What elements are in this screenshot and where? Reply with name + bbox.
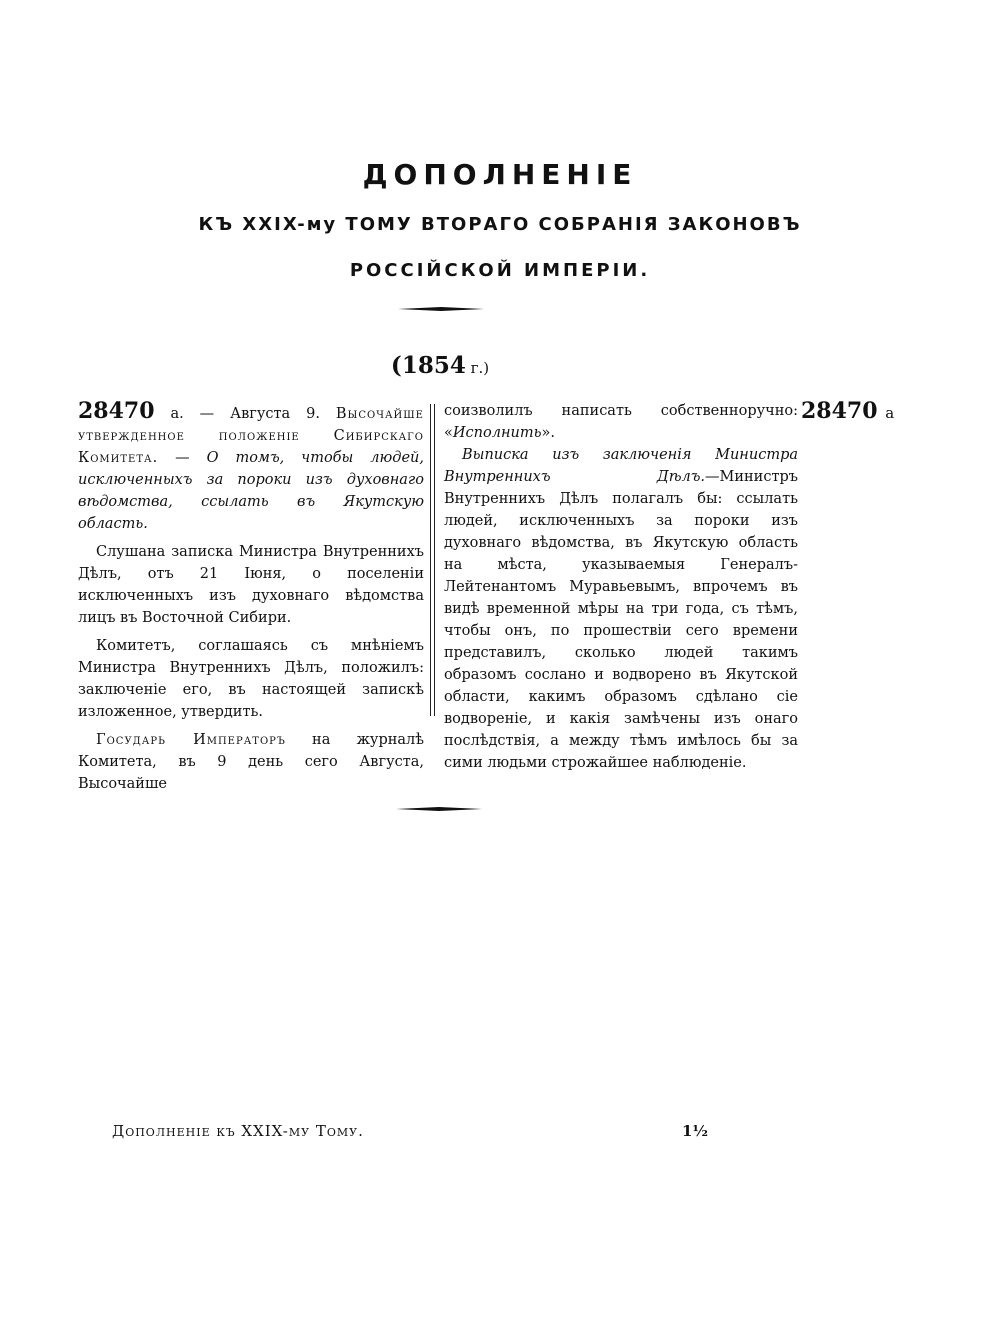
year-heading: [0, 352, 880, 379]
column-divider: [430, 404, 435, 716]
entry-separator: —: [158, 450, 207, 466]
entry-heading-paragraph: [78, 400, 424, 535]
footer-signature: Дополненiе къ XXIX-му Тому.: [112, 1122, 364, 1140]
year-number: 1854: [401, 352, 466, 379]
right-paragraph-2-text: —Министръ Внутреннихъ Дѣлъ полагалъ бы: ссылать людей, исключенныхъ за пороки изъ духовнаго вѣдомства, въ Якутскую область на мѣста, указываемыя Генералъ-Лейтенантомъ Муравьевымъ, впрочемъ въ видѣ временной мѣры на три года, съ тѣмъ, чтобы онъ, по прошествiи сего времени представилъ, сколько людей такимъ образомъ сослано и водворено въ Якутской области, какимъ образомъ сдѣлано сiе водворенiе, и какiя замѣчены изъ онаго послѣдствiя, а между тѣмъ имѣлось бы за сими людьми строжайшее наблюденiе.: [444, 469, 798, 771]
footer-sheet-number: 1½: [682, 1122, 709, 1140]
left-paragraph-3-text: на журналѣ Комитета, въ 9 день сего Августа, Высочайше: [78, 732, 424, 792]
emperor-title: Государь Императоръ: [96, 732, 286, 748]
margin-entry-number: [801, 398, 894, 424]
entry-letter: а.: [170, 406, 184, 422]
margin-number: 28470: [801, 398, 878, 424]
extract-title: Выписка изъ заключенiя Министра Внутреннихъ Дѣлъ.: [444, 447, 798, 485]
entry-subject: О томъ, чтобы людей, исключенныхъ за пороки изъ духовнаго вѣдомства, ссылать въ Якутскую область.: [78, 450, 424, 532]
entry-authority: Высочайше утвержденное положенiе Сибирскаго Комитета.: [78, 406, 424, 466]
right-column: [444, 400, 798, 774]
year-open-paren: (: [390, 352, 402, 379]
right-paragraph-1-text: соизволилъ написать собственноручно: «: [444, 403, 798, 441]
entry-number: 28470: [78, 398, 155, 424]
entry-date: — Августа 9.: [183, 406, 336, 422]
resolution-word: Исполнить: [452, 425, 542, 441]
year-suffix: г.): [465, 359, 490, 377]
subtitle-line-2: РОССIЙСКОЙ ИМПЕРIИ.: [349, 260, 651, 281]
right-paragraph-2: [444, 444, 798, 774]
left-paragraph-3: [78, 729, 424, 795]
left-paragraph-2: Комитетъ, соглашаясь съ мнѣнiемъ Министра Внутреннихъ Дѣлъ, положилъ: заключенiе его, въ настоящей запискѣ изложенное, утвердить.: [78, 638, 424, 720]
left-paragraph-1: Слушана записка Министра Внутреннихъ Дѣлъ, отъ 21 Iюня, о поселенiи исключенныхъ изъ духовнаго вѣдомства лицъ въ Восточной Сибири.: [78, 544, 424, 626]
subtitle-line-1: КЪ XXIX-му ТОМУ ВТОРАГО СОБРАНIЯ ЗАКОНОВЪ: [198, 214, 802, 235]
right-paragraph-1-end: ».: [541, 425, 555, 441]
margin-letter: а: [885, 404, 895, 422]
top-ornamental-rule: [398, 307, 484, 311]
bottom-ornamental-rule: [396, 807, 482, 811]
right-paragraph-1: [444, 400, 798, 444]
page-title: ДОПОЛНЕНIЕ: [362, 158, 638, 191]
left-column: [78, 400, 424, 795]
